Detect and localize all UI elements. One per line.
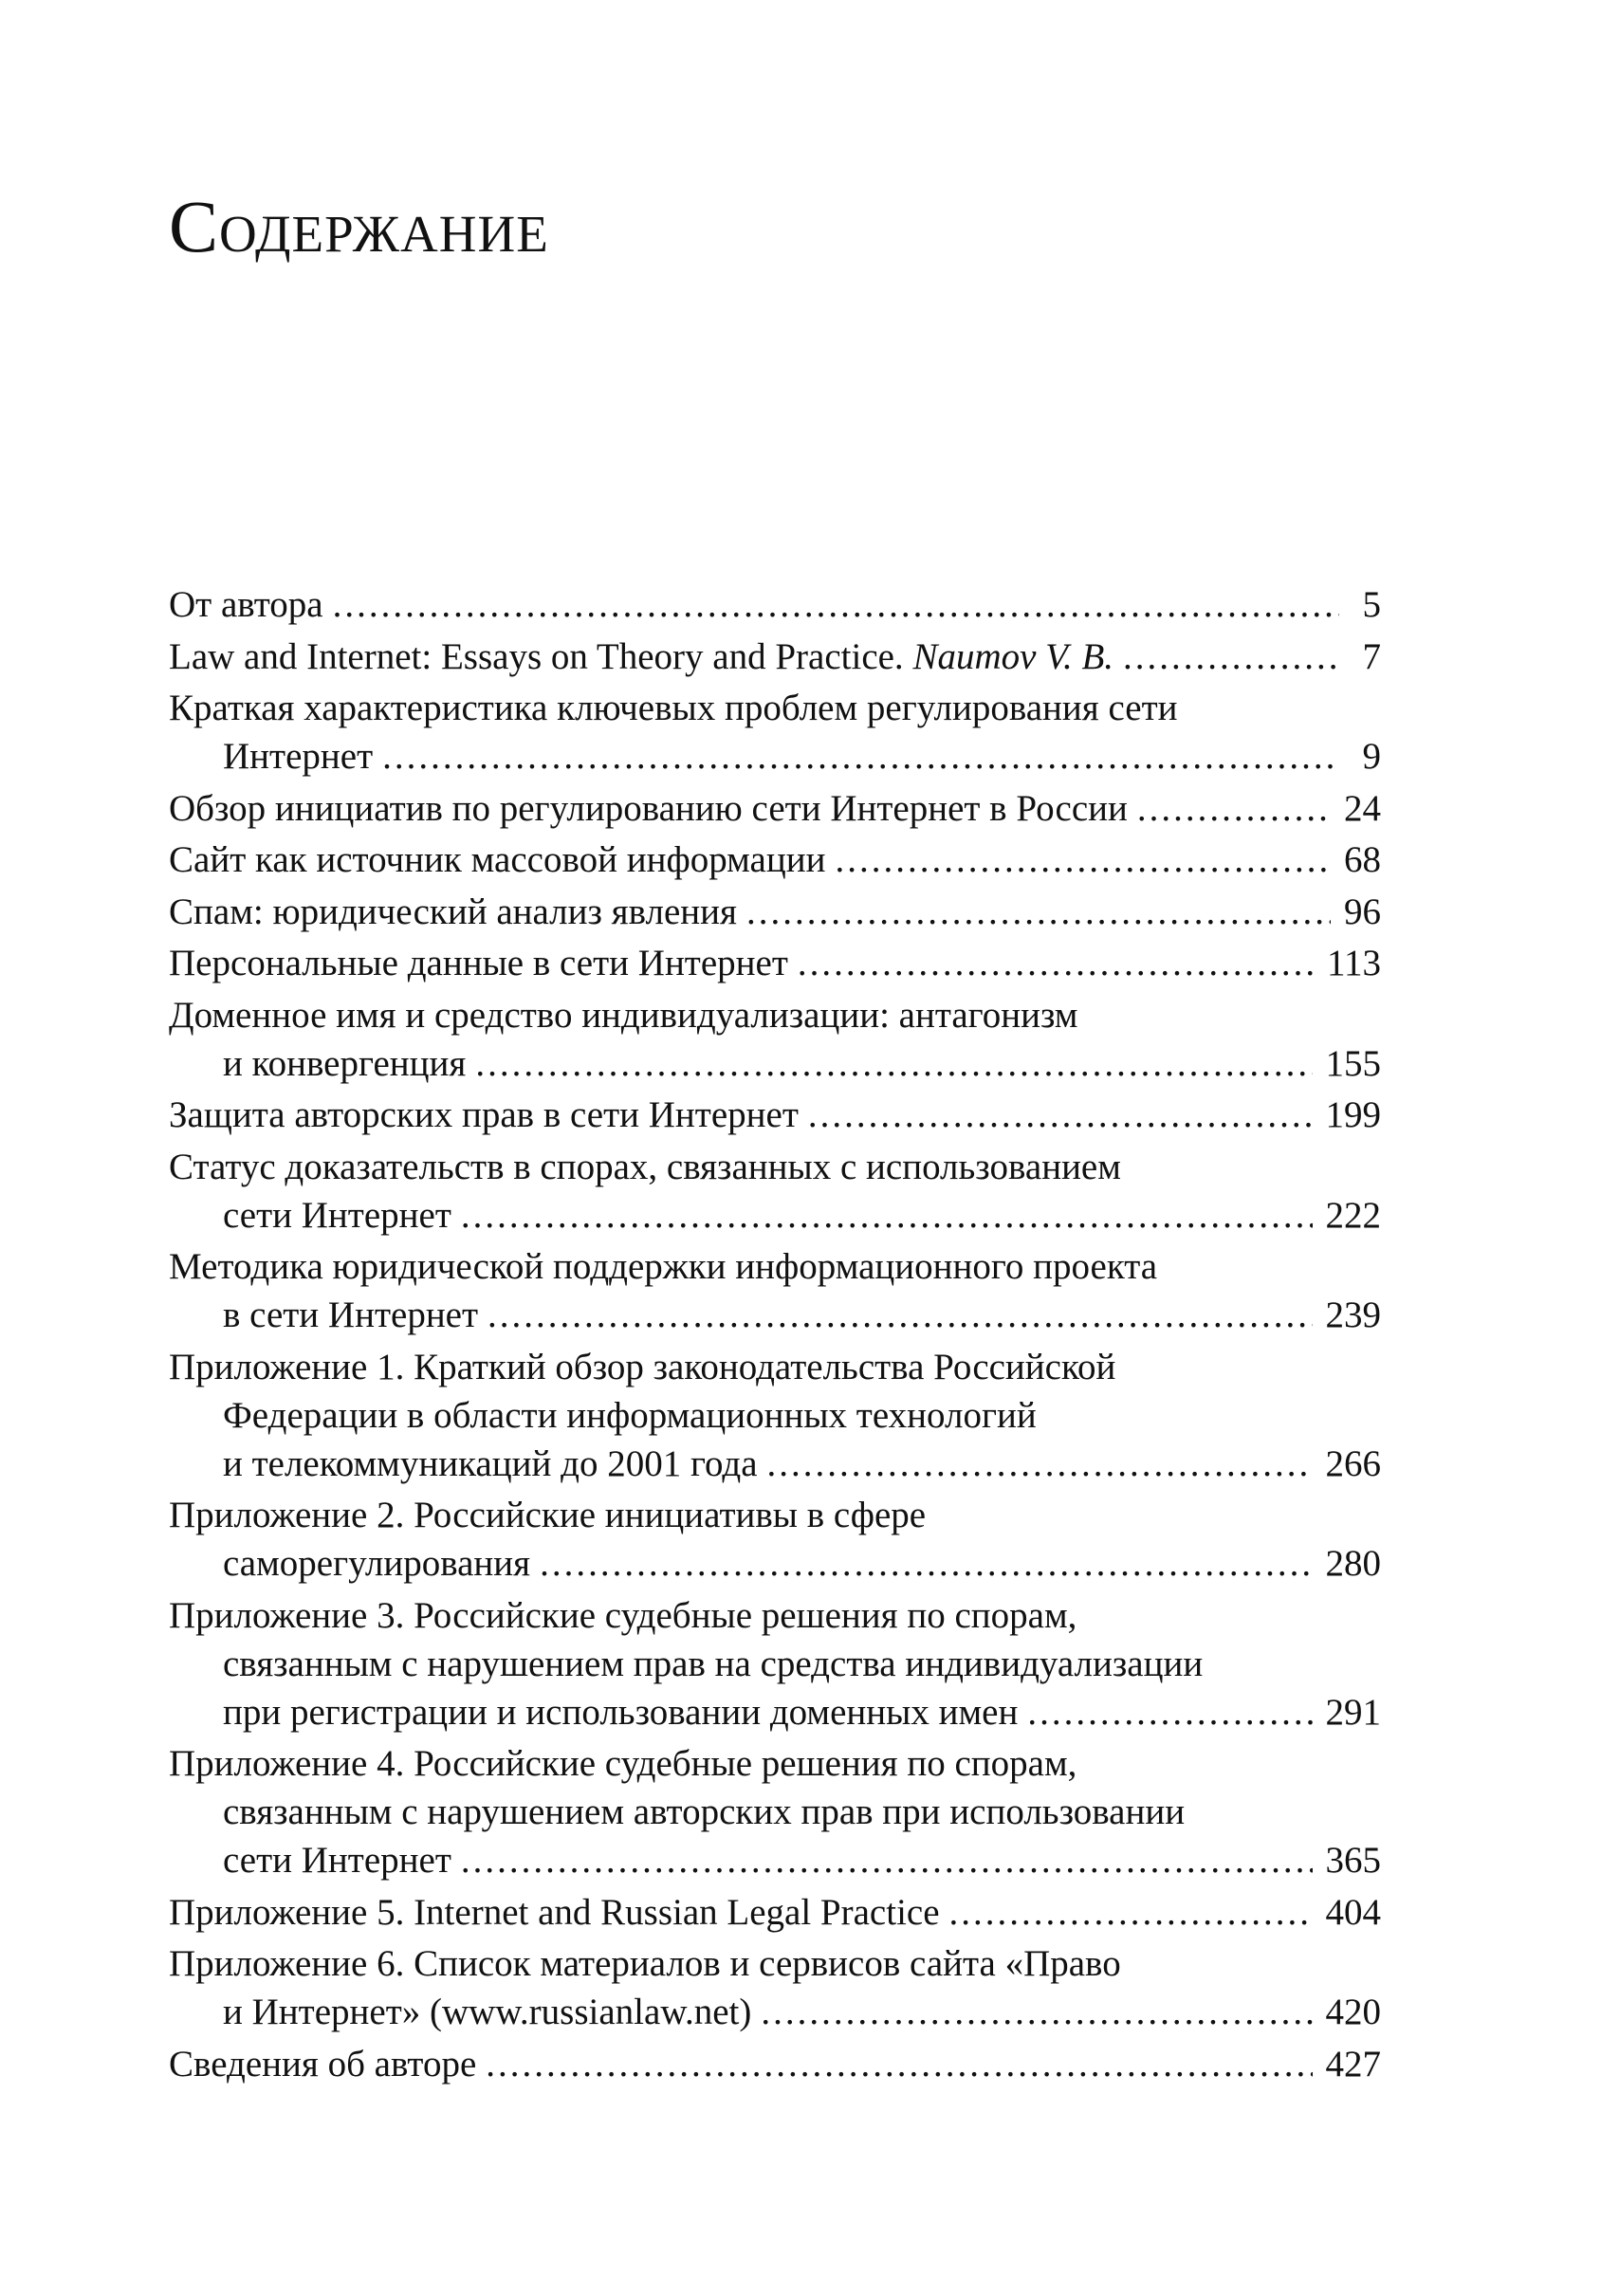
toc-entry-row	[169, 1191, 1381, 1240]
toc-page-number: 96	[1344, 891, 1381, 932]
dot-leader	[486, 2040, 1312, 2088]
toc-entry-title-line: связанным с нарушением прав на средства индивидуализации	[223, 1643, 1204, 1684]
toc-entry-row	[169, 1836, 1381, 1884]
dot-leader	[382, 732, 1339, 781]
toc-entry-title-line: и Интернет» (www.russianlaw.net)	[223, 1992, 752, 2032]
toc-entry-title-line: От автора	[169, 584, 323, 625]
toc-entry-title-line: Интернет	[223, 736, 374, 777]
toc-page-number: 113	[1326, 943, 1381, 983]
toc-entry[interactable]	[169, 633, 1381, 681]
toc-entry[interactable]	[169, 991, 1381, 1088]
toc-entry-row	[169, 732, 1381, 781]
dot-leader	[767, 1440, 1313, 1488]
toc-page-number: 280	[1325, 1543, 1381, 1584]
toc-page-number: 7	[1362, 635, 1381, 677]
toc-entry-title-line: Приложение 4. Российские судебные решения по спорам,	[169, 1743, 1077, 1784]
toc-entry[interactable]	[169, 939, 1381, 987]
dot-leader	[540, 1539, 1312, 1588]
toc-entry-title-line: саморегулирования	[223, 1543, 531, 1584]
dot-leader	[333, 580, 1339, 629]
toc-entry-title-line: Приложение 1. Краткий обзор законодательства Российской	[169, 1346, 1116, 1387]
toc-entry-title-line: Приложение 3. Российские судебные решения по спорам,	[169, 1594, 1077, 1636]
dot-leader	[798, 939, 1314, 987]
dot-leader	[461, 1836, 1313, 1884]
toc-entry[interactable]	[169, 2040, 1381, 2088]
toc-entry-row	[169, 1039, 1381, 1088]
dot-leader	[475, 1039, 1312, 1088]
toc-entry[interactable]	[169, 836, 1381, 884]
toc-entry[interactable]	[169, 1143, 1381, 1240]
toc-entry-row	[169, 1440, 1381, 1488]
toc-entry-title-line: в сети Интернет	[223, 1295, 479, 1335]
toc-entry[interactable]	[169, 1343, 1381, 1488]
toc-page-number: 155	[1325, 1042, 1381, 1084]
dot-leader	[949, 1888, 1313, 1937]
dot-leader	[1123, 633, 1339, 681]
toc-entry-row	[169, 1688, 1381, 1736]
toc-entry-row	[169, 1291, 1381, 1339]
toc-entry[interactable]	[169, 1091, 1381, 1139]
toc-entry-title-line: и телекоммуникаций до 2001 года	[223, 1442, 758, 1484]
toc-entry-title-line: Law and Internet: Essays on Theory and Practice.	[169, 635, 904, 677]
toc-entry[interactable]	[169, 1491, 1381, 1588]
toc-entry-row	[169, 633, 1381, 681]
toc-page-number: 68	[1344, 839, 1381, 880]
toc-page-number: 5	[1362, 584, 1381, 625]
toc-entry-row	[169, 1988, 1381, 2036]
toc-entry-title-line: Доменное имя и средство индивидуализации: антагонизм	[169, 994, 1078, 1036]
toc-entry-title-line: связанным с нарушением авторских прав при использовании	[223, 1791, 1186, 1832]
toc-page-number: 365	[1325, 1840, 1381, 1881]
toc-entry-title-line: при регистрации и использовании доменных имен	[223, 1691, 1019, 1733]
toc-entry[interactable]	[169, 1739, 1381, 1884]
dot-leader	[488, 1291, 1312, 1339]
dot-leader	[461, 1191, 1313, 1240]
table-of-contents	[169, 580, 1381, 2091]
toc-page-number: 9	[1362, 736, 1381, 777]
toc-page-number: 404	[1325, 1891, 1381, 1933]
toc-entry[interactable]	[169, 1939, 1381, 2036]
toc-entry-title-line: Приложение 5. Internet and Russian Legal Practice	[169, 1891, 940, 1933]
toc-entry-row	[169, 888, 1381, 936]
toc-entry-title-line: Приложение 6. Список материалов и сервисов сайта «Право	[169, 1943, 1121, 1984]
toc-entry-title-line: Спам: юридический анализ явления	[169, 891, 737, 932]
toc-entry-row	[169, 784, 1381, 833]
toc-entry-title-line: сети Интернет	[223, 1840, 451, 1881]
toc-entry-title-line: Обзор инициатив по регулированию сети Интернет в России	[169, 787, 1128, 829]
toc-entry-row	[169, 836, 1381, 884]
toc-entry-row	[169, 939, 1381, 987]
toc-page-number: 199	[1325, 1094, 1381, 1135]
toc-entry-row	[169, 1091, 1381, 1139]
dot-leader	[1137, 784, 1331, 833]
toc-entry[interactable]	[169, 580, 1381, 629]
toc-entry-row	[169, 580, 1381, 629]
dot-leader	[1027, 1688, 1312, 1736]
toc-page-number: 420	[1325, 1992, 1381, 2032]
dot-leader	[835, 836, 1331, 884]
toc-page-number: 239	[1325, 1295, 1381, 1335]
toc-entry[interactable]	[169, 684, 1381, 781]
toc-entry[interactable]	[169, 888, 1381, 936]
toc-entry-row	[169, 2040, 1381, 2088]
toc-entry[interactable]	[169, 1242, 1381, 1339]
toc-page-number: 222	[1325, 1194, 1381, 1236]
toc-entry-title-line: Методика юридической поддержки информационного проекта	[169, 1246, 1158, 1287]
toc-entry-title-line: сети Интернет	[223, 1194, 451, 1236]
toc-entry-title-line: Защита авторских прав в сети Интернет	[169, 1094, 799, 1135]
dot-leader	[808, 1091, 1313, 1139]
toc-entry-title-line: и конвергенция	[223, 1042, 467, 1084]
toc-entry-title-line: Сведения об авторе	[169, 2043, 477, 2085]
dot-leader	[761, 1988, 1312, 2036]
toc-page-number: 24	[1344, 787, 1381, 829]
toc-entry-title-line: Сайт как источник массовой информации	[169, 839, 826, 880]
toc-entry-title-line: Федерации в области информационных технологий	[223, 1394, 1037, 1436]
toc-entry-title-line: Приложение 2. Российские инициативы в сфере	[169, 1495, 927, 1535]
toc-entry-title-line: Краткая характеристика ключевых проблем регулирования сети	[169, 688, 1178, 728]
page-title: Содержание	[169, 185, 549, 267]
toc-page-number: 291	[1325, 1691, 1381, 1733]
toc-entry-author: Naumov V. B.	[912, 635, 1114, 677]
toc-entry-title-line: Персональные данные в сети Интернет	[169, 943, 788, 983]
toc-page-number: 427	[1325, 2043, 1381, 2085]
toc-entry[interactable]	[169, 784, 1381, 833]
toc-entry-row	[169, 1539, 1381, 1588]
toc-entry-row	[169, 1888, 1381, 1937]
toc-entry[interactable]	[169, 1888, 1381, 1937]
toc-entry[interactable]	[169, 1591, 1381, 1736]
toc-page-number: 266	[1325, 1442, 1381, 1484]
dot-leader	[746, 888, 1331, 936]
toc-entry-title-line: Статус доказательств в спорах, связанных с использованием	[169, 1146, 1121, 1187]
